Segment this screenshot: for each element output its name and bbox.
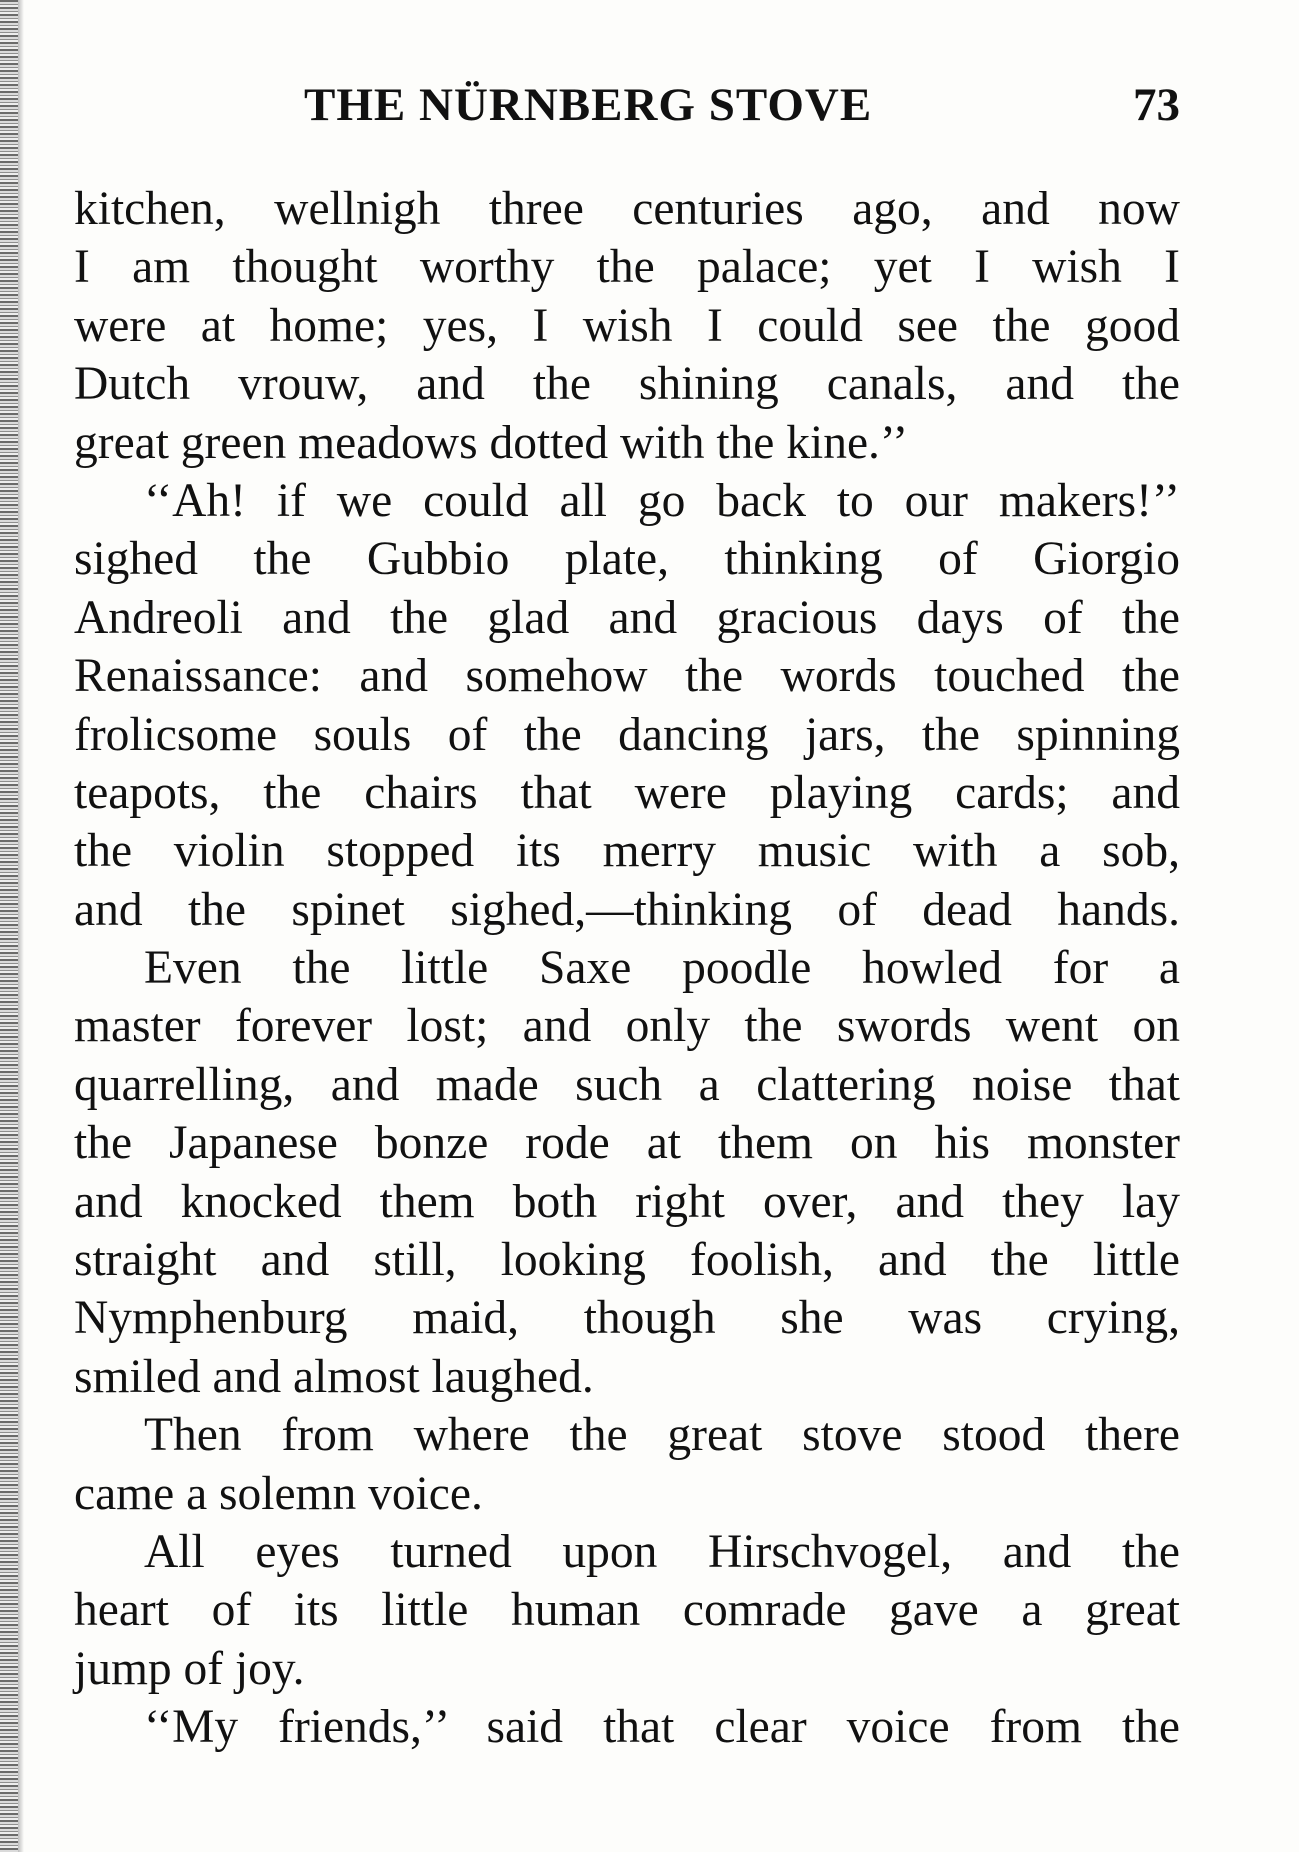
- text-line: Then from where the great stove stood there: [144, 1409, 1180, 1462]
- text-line: jump of joy.: [74, 1642, 305, 1695]
- text-line: Renaissance: and somehow the words touched the: [74, 650, 1180, 703]
- text-line: I am thought worthy the palace; yet I wish I: [74, 241, 1180, 294]
- text-line: heart of its little human comrade gave a great: [74, 1584, 1180, 1637]
- text-line: were at home; yes, I wish I could see the good: [74, 299, 1180, 352]
- text-line: teapots, the chairs that were playing cards; and: [74, 766, 1180, 819]
- text-line: All eyes turned upon Hirschvogel, and the: [144, 1525, 1180, 1578]
- text-line: sighed the Gubbio plate, thinking of Giorgio: [74, 533, 1180, 586]
- text-line: Even the little Saxe poodle howled for a: [144, 942, 1180, 995]
- text-line: Nymphenburg maid, though she was crying,: [74, 1292, 1180, 1345]
- text-line: Dutch vrouw, and the shining canals, and the: [74, 358, 1180, 411]
- text-line: quarrelling, and made such a clattering noise that: [74, 1058, 1180, 1111]
- page-gutter: [0, 0, 18, 1852]
- text-line: smiled and almost laughed.: [74, 1350, 594, 1403]
- text-line: came a solemn voice.: [74, 1467, 483, 1520]
- text-line: kitchen, wellnigh three centuries ago, and now: [74, 183, 1180, 235]
- running-title: THE NÜRNBERG STOVE: [304, 79, 873, 131]
- gutter-shadow: [18, 0, 24, 1852]
- text-line: and the spinet sighed,—thinking of dead hands.: [74, 883, 1180, 936]
- text-line: the Japanese bonze rode at them on his monster: [74, 1117, 1180, 1170]
- text-line: and knocked them both right over, and they lay: [74, 1175, 1180, 1228]
- text-line: great green meadows dotted with the kine.’’: [74, 416, 909, 469]
- page-number: 73: [1133, 79, 1180, 131]
- text-line: ‘‘My friends,’’ said that clear voice from the: [144, 1701, 1180, 1754]
- text-line: master forever lost; and only the swords went on: [74, 1000, 1180, 1053]
- text-line: the violin stopped its merry music with a sob,: [74, 825, 1180, 878]
- text-line: frolicsome souls of the dancing jars, the spinning: [74, 708, 1180, 761]
- page-header: [74, 78, 1180, 138]
- text-line: ‘‘Ah! if we could all go back to our makers!’’: [144, 474, 1180, 527]
- text-line: Andreoli and the glad and gracious days of the: [74, 591, 1180, 644]
- body-text: [74, 180, 1180, 1757]
- text-line: straight and still, looking foolish, and the little: [74, 1234, 1180, 1287]
